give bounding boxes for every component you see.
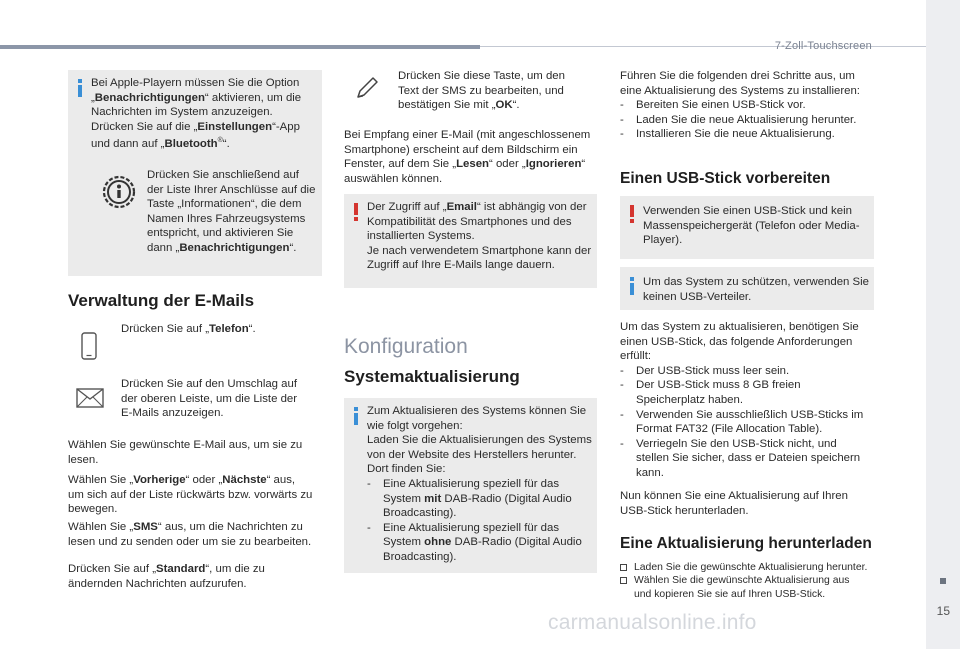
section-title-usb-prepare: Einen USB-Stick vorbereiten: [620, 170, 831, 187]
info-box-text: Bei Apple-Playern müssen Sie die Option „Benachrichtigungen“ aktivieren, um die Nachrichten im System anzuzeigen. Drücken Sie auf die „Einstellungen“-App und dann auf „Bluetooth®“.: [91, 77, 302, 151]
paragraph-email-receive: Bei Empfang einer E-Mail (mit angeschlossenem Smartphone) erscheint auf dem Bildschirm ein Fenster, auf dem Sie „Lesen“ oder „Ignorieren“ auswählen können.: [344, 129, 591, 185]
section-title-email: Verwaltung der E-Mails: [68, 291, 255, 310]
list-item: Wählen Sie die gewünschte Aktualisierung aus und kopieren Sie sie auf Ihren USB-Stick.: [620, 574, 882, 601]
list-item: - Laden Sie die neue Aktualisierung herunter.: [620, 113, 857, 126]
checkbox-icon: [620, 564, 627, 571]
paragraph-requirements: Um das System zu aktualisieren, benötigen Sie einen USB-Stick, das folgende Anforderungen erfüllt: - Der USB-Stick muss leer sein. - Der USB-Stick muss 8 GB freien Speicherplatz haben. - Verwenden Sie ausschließlich USB-Sticks im Format FAT32 (File Allocation Table). - Verriegeln Sie den USB-Stick nicht, und stellen Sie sicher, dass er Dateien speichern kann.: [620, 320, 882, 481]
info-icon: [351, 407, 361, 425]
warning-box-usb: [620, 196, 874, 259]
download-steps: [620, 561, 882, 601]
info-box-usb-hub: [620, 267, 874, 310]
paragraph-navigate: Wählen Sie „Vorherige“ oder „Nächste“ aus, um sich auf der Liste rückwärts bzw. vorwärts zu bewegen.: [68, 474, 313, 516]
header-bar: [0, 45, 480, 49]
warning-usb-text: Verwenden Sie einen USB-Stick und kein Massenspeichergerät (Telefon oder Media- Player).: [643, 205, 860, 247]
paragraph-sms: Wählen Sie „SMS“ aus, um die Nachrichten zu lesen und zu senden oder um sie zu bearbeiten.: [68, 521, 312, 548]
mail-instruction: Drücken Sie auf den Umschlag auf der oberen Leiste, um die Liste der E-Mails anzuzeigen.: [121, 378, 298, 420]
info-icon: [627, 277, 637, 295]
list-item: - Eine Aktualisierung speziell für das System ohne DAB-Radio (Digital Audio Broadcasting).: [367, 521, 582, 563]
info-icon: [75, 79, 85, 97]
pen-icon: [354, 75, 380, 101]
list-item: Laden Sie die gewünschte Aktualisierung herunter.: [620, 561, 882, 574]
envelope-icon: [76, 388, 104, 408]
phone-icon: [81, 332, 97, 360]
paragraph-steps-intro: Führen Sie die folgenden drei Schritte aus, um eine Aktualisierung des Systems zu installieren: - Bereiten Sie einen USB-Stick vor. - Laden Sie die neue Aktualisierung herunter. - Installieren Sie die neue Aktualisierung.: [620, 69, 882, 142]
section-title-download: Eine Aktualisierung herunterladen: [620, 535, 872, 552]
warning-box-email: [344, 194, 597, 288]
info-usb-text: Um das System zu schützen, verwenden Sie keinen USB-Verteiler.: [643, 276, 870, 303]
section-title-system-update: Systemaktualisierung: [344, 367, 520, 386]
list-item: - Verriegeln Sie den USB-Stick nicht, und stellen Sie sicher, dass er Dateien speichern kann.: [620, 437, 861, 479]
list-item: - Eine Aktualisierung speziell für das System mit DAB-Radio (Digital Audio Broadcasting).: [367, 477, 572, 520]
phone-instruction: Drücken Sie auf „Telefon“.: [121, 323, 256, 335]
page-number: 15: [936, 604, 950, 618]
list-item: - Bereiten Sie einen USB-Stick vor.: [620, 99, 806, 112]
list-item: - Der USB-Stick muss leer sein.: [620, 364, 790, 377]
list-item: - Verwenden Sie ausschließlich USB-Sticks im Format FAT32 (File Allocation Table).: [620, 408, 864, 436]
warning-text: Der Zugriff auf „Email“ ist abhängig von der Kompatibilität des Smartphones und des installierten Systems. Je nach verwendetem Smartphone kann der Zugriff auf Ihre E-Mails lange dauern.: [367, 201, 592, 272]
watermark: carmanualsonline.info: [548, 611, 757, 634]
info-box-subtext: Drücken Sie anschließend auf der Liste Ihrer Anschlüsse auf die Taste „Informationen“, die dem Namen Ihres Fahrzeugsystems entspricht, und aktivieren Sie dann „Benachrichtigungen“.: [147, 169, 316, 254]
side-strip: [926, 0, 960, 649]
info-box-apple: [68, 70, 322, 276]
paragraph-standard: Drücken Sie auf „Standard“, um die zu ändernden Nachrichten aufzurufen.: [68, 563, 265, 590]
warning-icon: [627, 205, 637, 223]
warning-icon: [351, 203, 361, 221]
section-title-konfiguration: Konfiguration: [344, 335, 468, 358]
page-marker-icon: [940, 578, 946, 584]
info-update-text: Zum Aktualisieren des Systems können Sie wie folgt vorgehen: Laden Sie die Aktualisierungen des Systems von der Website des Herstellers herunter. Dort finden Sie: - Eine Aktualisierung speziell für das System mit DAB-Radio (Digital Audio Broadcasting). - Eine Aktualisierung speziell für das System ohne DAB-Radio (Digital Audio Broadcasting).: [367, 404, 597, 565]
checkbox-icon: [620, 577, 627, 584]
paragraph-download-ready: Nun können Sie eine Aktualisierung auf Ihren USB-Stick herunterladen.: [620, 490, 848, 517]
list-item: - Installieren Sie die neue Aktualisierung.: [620, 128, 835, 141]
settings-info-icon: [101, 174, 137, 210]
list-item: - Der USB-Stick muss 8 GB freien Speicherplatz haben.: [620, 379, 801, 406]
paragraph-select-email: Wählen Sie gewünschte E-Mail aus, um sie zu lesen.: [68, 439, 303, 466]
pen-instruction: Drücken Sie diese Taste, um den Text der SMS zu bearbeiten, und bestätigen Sie mit „OK“.: [398, 70, 565, 112]
page-header-title: 7-Zoll-Touchscreen: [774, 40, 872, 52]
info-box-update: [344, 398, 597, 573]
